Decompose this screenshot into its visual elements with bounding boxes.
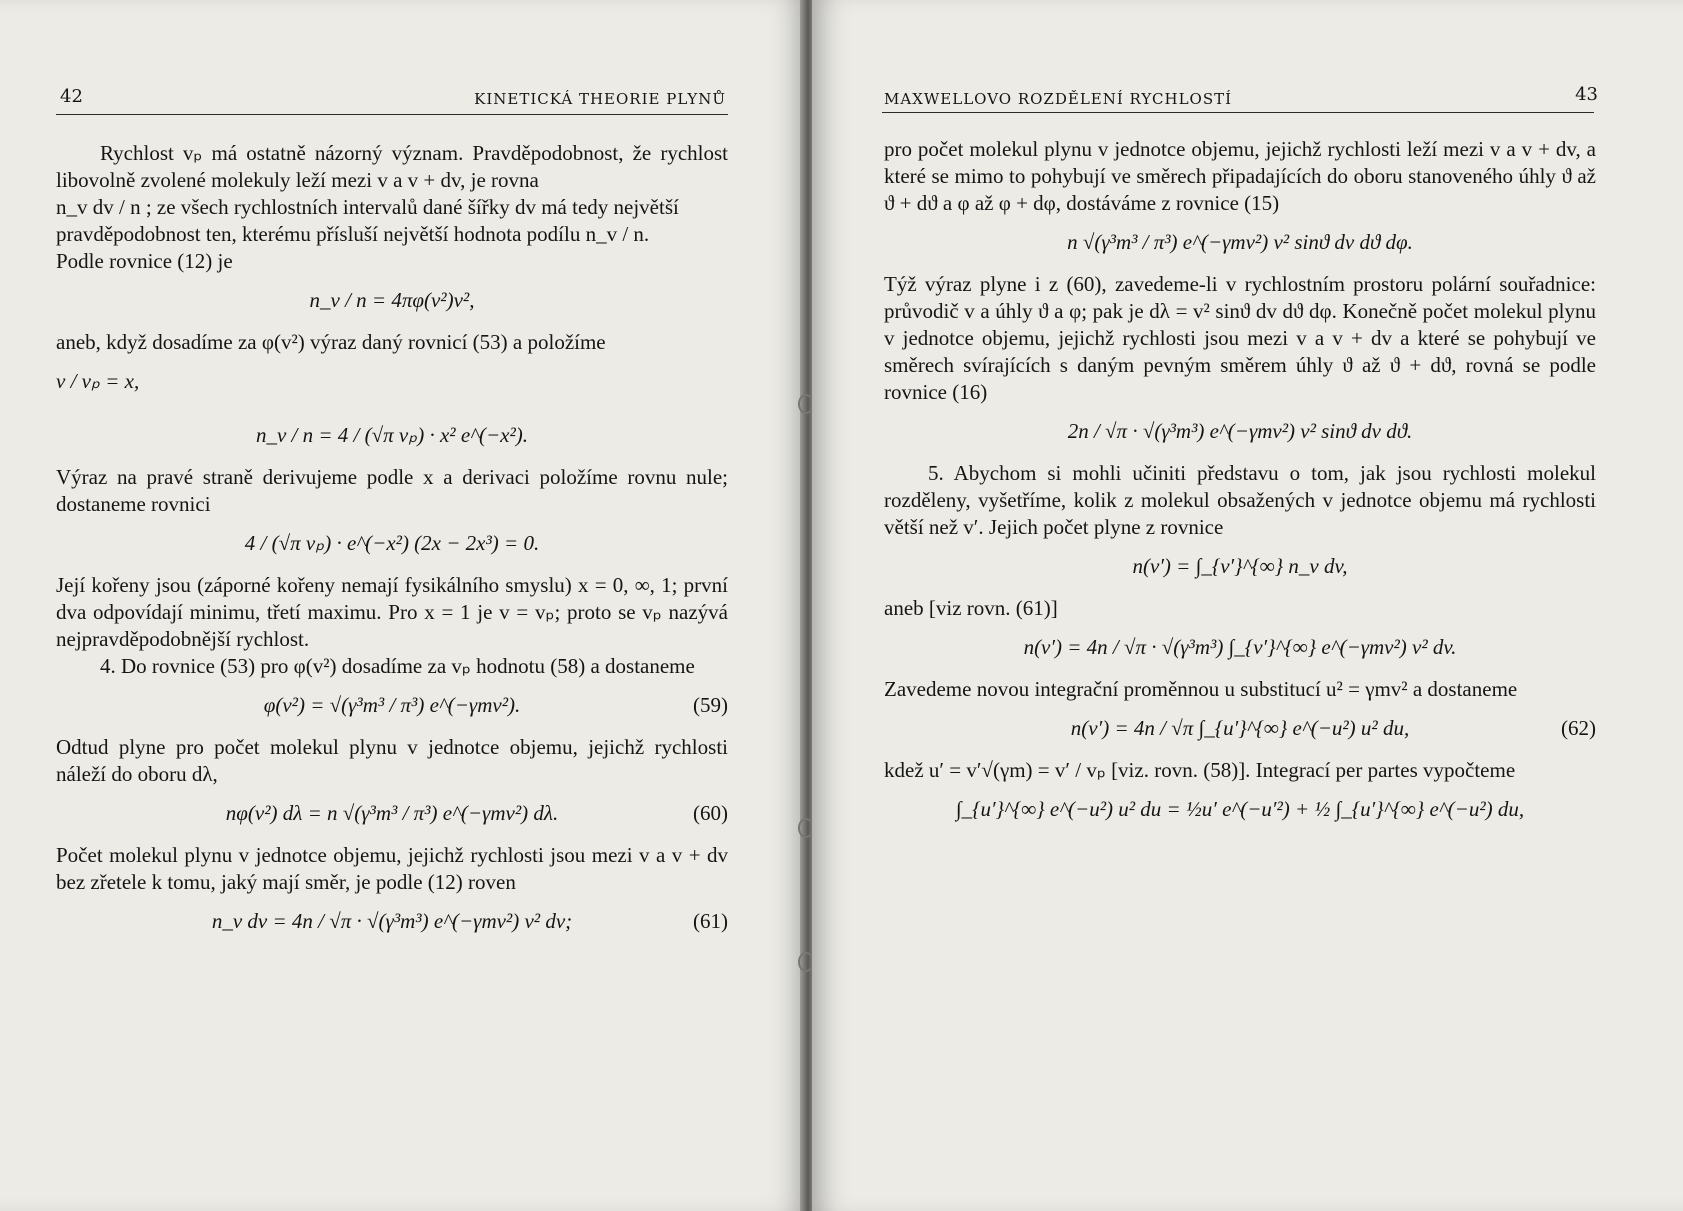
- equation: [56, 356, 728, 410]
- paragraph: 4. Do rovnice (53) pro φ(v²) dosadíme za vₚ hodnotu (58) a dostaneme: [100, 654, 695, 678]
- equation: [56, 410, 728, 464]
- right-page-number: 43: [1575, 84, 1598, 105]
- paragraph: kdež u′ = v′√(γm) = v′ / vₚ [viz. rovn. (58)]. Integrací per partes vypočteme: [884, 758, 1516, 782]
- right-running-head: MAXWELLOVO ROZDĚLENÍ RYCHLOSTÍ: [884, 90, 1233, 108]
- paragraph: pro počet molekul plynu v jednotce objemu, jejichž rychlosti leží mezi v a v + dv, a které se mimo to pohybují ve směrech připadajících do oboru stanoveného úhly ϑ až ϑ + dϑ a φ až φ + dφ, dostáváme z rovnice (15): [884, 137, 1596, 215]
- paragraph: Podle rovnice (12) je: [56, 249, 233, 273]
- right-page: [812, 0, 1683, 1211]
- equation-expression: n_v / n = 4 / (√π vₚ) · x² e^(−x²).: [255, 423, 529, 447]
- equation: [56, 788, 728, 842]
- equation-expression: ∫_{u′}^{∞} e^(−u²) u² du = ½u′ e^(−u′²) + ½ ∫_{u′}^{∞} e^(−u²) du,: [955, 797, 1525, 821]
- equation: [56, 896, 728, 950]
- right-header-rule: [882, 112, 1594, 113]
- equation-expression: n(v′) = ∫_{v′}^{∞} n_v dv,: [1132, 554, 1348, 578]
- paragraph: n_v dv / n ; ze všech rychlostních intervalů dané šířky dv má tedy největší: [56, 195, 679, 219]
- equation: [56, 680, 728, 734]
- left-page-number: 42: [60, 86, 83, 107]
- equation: [884, 622, 1596, 676]
- equation-expression: v / vₚ = x,: [56, 369, 140, 393]
- paragraph: pravděpodobnost ten, kterému přísluší největší hodnota podílu n_v / n.: [56, 222, 650, 246]
- paragraph: Výraz na pravé straně derivujeme podle x a derivaci položíme rovnu nule; dostaneme rovnici: [56, 465, 728, 516]
- equation: [884, 217, 1596, 271]
- paragraph: Rychlost vₚ má ostatně názorný význam. Pravděpodobnost, že rychlost libovolně zvolené molekuly leží mezi v a v + dv, je rovna: [56, 141, 728, 192]
- paragraph: Zavedeme novou integrační proměnnou u substitucí u² = γmv² a dostaneme: [884, 677, 1518, 701]
- right-page-body: [884, 136, 1596, 838]
- equation-number: (60): [693, 801, 728, 825]
- paragraph: aneb [viz rovn. (61)]: [884, 596, 1058, 620]
- equation: [56, 518, 728, 572]
- left-header-rule: [56, 114, 728, 115]
- left-page-body: [56, 140, 728, 950]
- equation: [884, 541, 1596, 595]
- equation: [884, 703, 1596, 757]
- equation-expression: 4 / (√π vₚ) · e^(−x²) (2x − 2x³) = 0.: [244, 531, 540, 555]
- paragraph: Týž výraz plyne i z (60), zavedeme-li v rychlostním prostoru polární souřadnice: průvodič v a úhly ϑ a φ; pak je dλ = v² sinϑ dv dϑ dφ. Konečně počet molekul plynu v jednotce objemu, jejichž rychlosti jsou mezi v a v + dv a které se pohybují ve směrech svírajících s daným pevným směrem úhly ϑ až ϑ + dϑ, rovná se podle rovnice (16): [884, 272, 1596, 404]
- equation-expression: n(v′) = 4n / √π · √(γ³m³) ∫_{v′}^{∞} e^(−γmv²) v² dv.: [1023, 635, 1457, 659]
- equation: [56, 275, 728, 329]
- paragraph: Počet molekul plynu v jednotce objemu, jejichž rychlosti jsou mezi v a v + dv bez zřetele k tomu, jaký mají směr, je podle (12) roven: [56, 843, 728, 894]
- equation-expression: n_v / n = 4πφ(v²)v²,: [309, 288, 475, 312]
- paragraph: 5. Abychom si mohli učiniti představu o tom, jak jsou rychlosti molekul rozděleny, vyšetříme, kolik z molekul obsažených v jednotce objemu má rychlosti větší než v′. Jejich počet plyne z rovnice: [884, 461, 1596, 539]
- left-running-head: KINETICKÁ THEORIE PLYNŮ: [474, 90, 726, 108]
- left-page: [0, 0, 806, 1211]
- paragraph: Její kořeny jsou (záporné kořeny nemají fysikálního smyslu) x = 0, ∞, 1; první dva odpovídají minimu, třetí maximu. Pro x = 1 je v = vₚ; proto se vₚ nazývá nejpravděpodobnější rychlost.: [56, 573, 728, 651]
- equation-expression: n(v′) = 4n / √π ∫_{u′}^{∞} e^(−u²) u² du,: [1070, 716, 1410, 740]
- equation-expression: 2n / √π · √(γ³m³) e^(−γmv²) v² sinϑ dv dϑ.: [1067, 419, 1413, 443]
- equation-expression: φ(v²) = √(γ³m³ / π³) e^(−γmv²).: [263, 693, 521, 717]
- equation-expression: n_v dv = 4n / √π · √(γ³m³) e^(−γmv²) v² dv;: [211, 909, 573, 933]
- paragraph: aneb, když dosadíme za φ(v²) výraz daný rovnicí (53) a položíme: [56, 330, 606, 354]
- paragraph: Odtud plyne pro počet molekul plynu v jednotce objemu, jejichž rychlosti náleží do oboru dλ,: [56, 735, 728, 786]
- equation: [884, 406, 1596, 460]
- equation: [884, 784, 1596, 838]
- equation-number: (62): [1561, 716, 1596, 740]
- equation-expression: n √(γ³m³ / π³) e^(−γmv²) v² sinϑ dv dϑ dφ.: [1067, 230, 1413, 254]
- equation-expression: nφ(v²) dλ = n √(γ³m³ / π³) e^(−γmv²) dλ.: [225, 801, 559, 825]
- equation-number: (61): [693, 909, 728, 933]
- equation-number: (59): [693, 693, 728, 717]
